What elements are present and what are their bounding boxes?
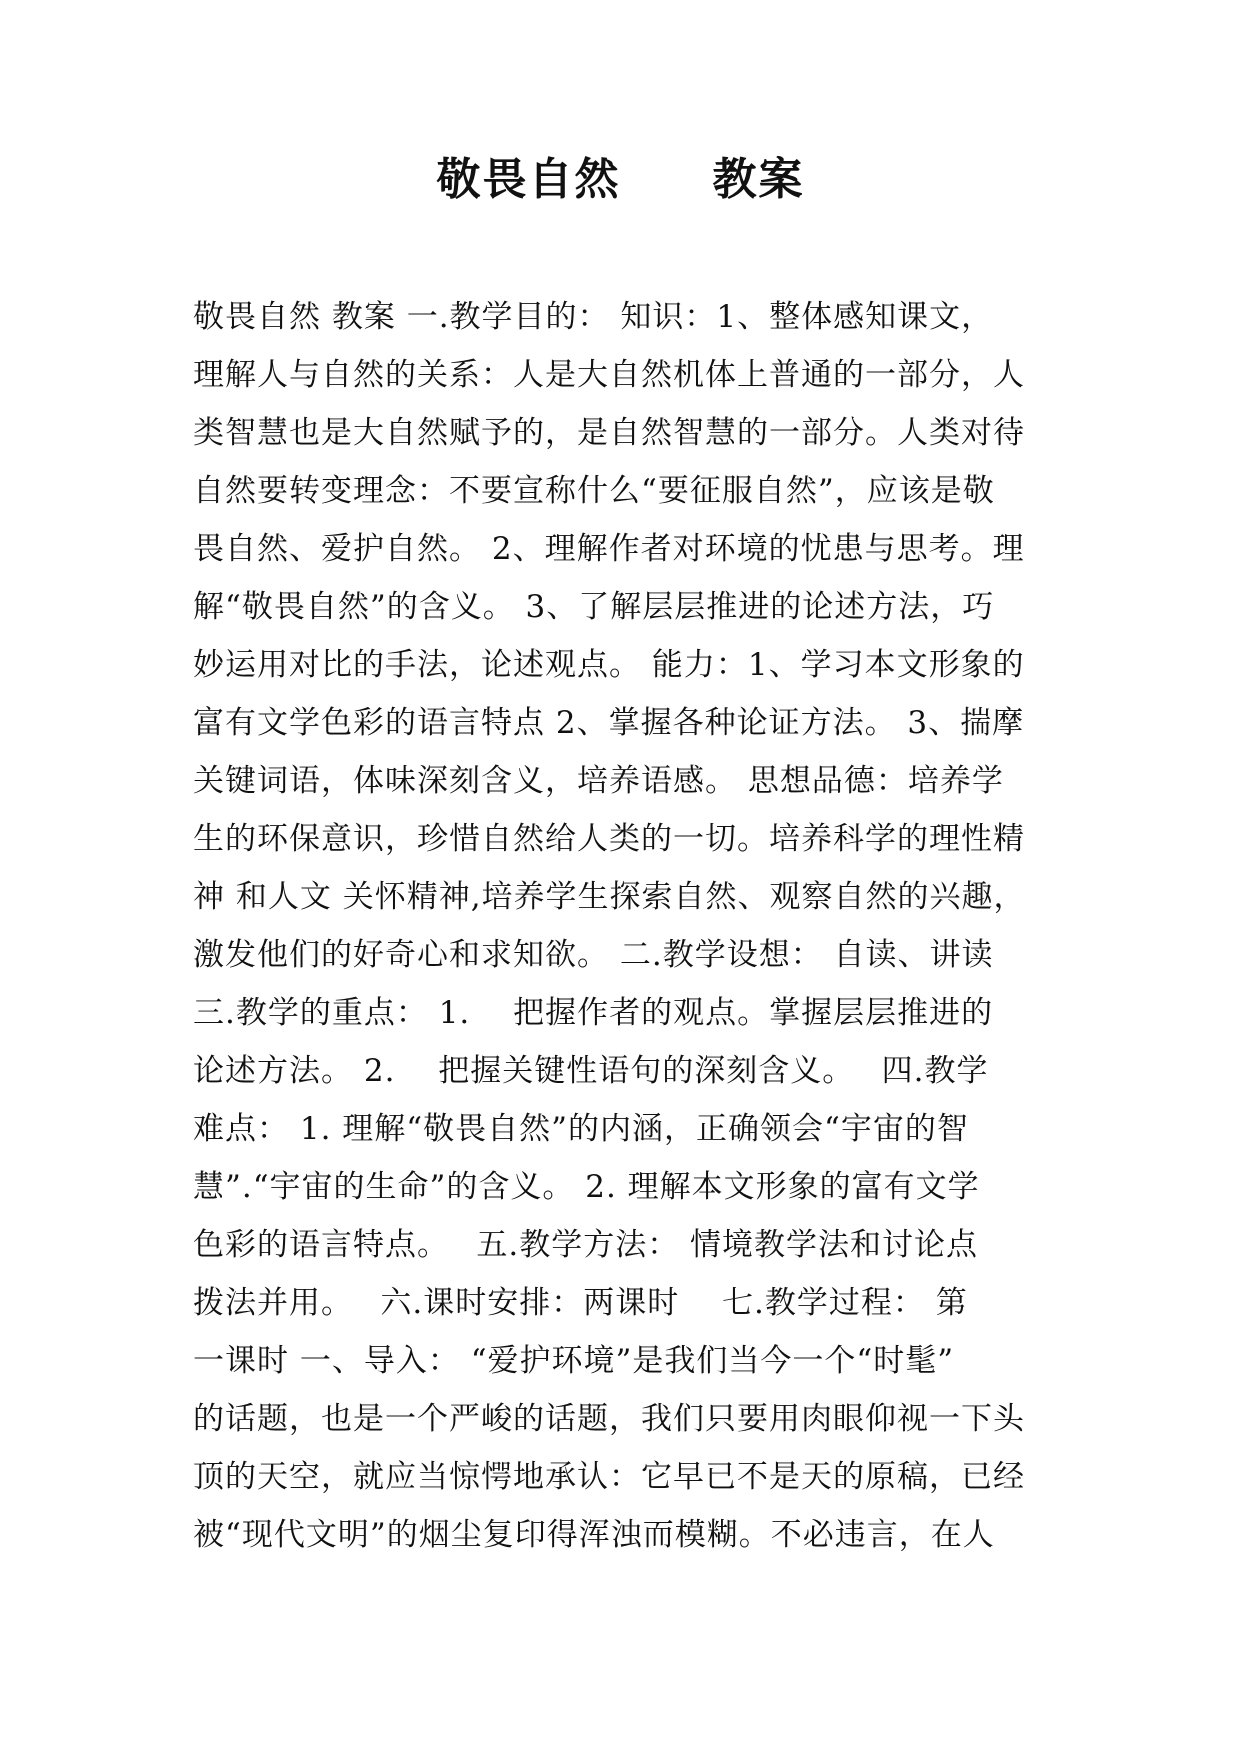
body-line: 的话题，也是一个严峻的话题，我们只要用肉眼仰视一下头 — [193, 1401, 1025, 1437]
body-line: 生的环保意识，珍惜自然给人类的一切。培养科学的理性精 — [193, 821, 1025, 857]
document-title: 敬畏自然 教案 — [436, 154, 805, 205]
body-line: 关键词语，体味深刻含义，培养语感。 思想品德：培养学 — [193, 763, 1004, 799]
body-line: 色彩的语言特点。 五.教学方法： 情境教学法和讨论点 — [193, 1227, 979, 1263]
body-line: 解“敬畏自然”的含义。 3、了解层层推进的论述方法，巧 — [193, 589, 995, 625]
body-line: 被“现代文明”的烟尘复印得浑浊而模糊。不必违言，在人 — [193, 1517, 995, 1553]
body-line: 激发他们的好奇心和求知欲。 二.教学设想： 自读、讲读 — [193, 937, 994, 973]
body-line: 三.教学的重点： 1. 把握作者的观点。掌握层层推进的 — [193, 995, 994, 1031]
body-line: 慧”.“宇宙的生命”的含义。 2. 理解本文形象的富有文学 — [193, 1169, 980, 1205]
body-line: 一课时 一、导入： “爱护环境”是我们当今一个“时髦” — [193, 1343, 955, 1379]
body-line: 论述方法。 2. 把握关键性语句的深刻含义。 四.教学 — [193, 1053, 989, 1089]
document-body — [193, 288, 1073, 1564]
body-line: 顶的天空，就应当惊愕地承认：它早已不是天的原稿，已经 — [193, 1459, 1025, 1495]
body-line: 类智慧也是大自然赋予的，是自然智慧的一部分。人类对待 — [193, 415, 1025, 451]
body-line: 敬畏自然 教案 一.教学目的： 知识：1、整体感知课文， — [193, 299, 994, 335]
body-line: 富有文学色彩的语言特点 2、掌握各种论证方法。 3、揣摩 — [193, 705, 1025, 741]
body-line: 难点： 1. 理解“敬畏自然”的内涵，正确领会“宇宙的智 — [193, 1111, 969, 1147]
body-line: 畏自然、爱护自然。 2、理解作者对环境的忧患与思考。理 — [193, 531, 1025, 567]
body-line: 理解人与自然的关系：人是大自然机体上普通的一部分，人 — [193, 357, 1025, 393]
body-line: 妙运用对比的手法，论述观点。 能力：1、学习本文形象的 — [193, 647, 1025, 683]
body-line: 拨法并用。 六.课时安排：两课时 七.教学过程： 第 — [193, 1285, 968, 1321]
body-line: 神 和人文 关怀精神,培养学生探索自然、观察自然的兴趣， — [193, 879, 1026, 915]
body-line: 自然要转变理念：不要宣称什么“要征服自然”，应该是敬 — [193, 473, 995, 509]
